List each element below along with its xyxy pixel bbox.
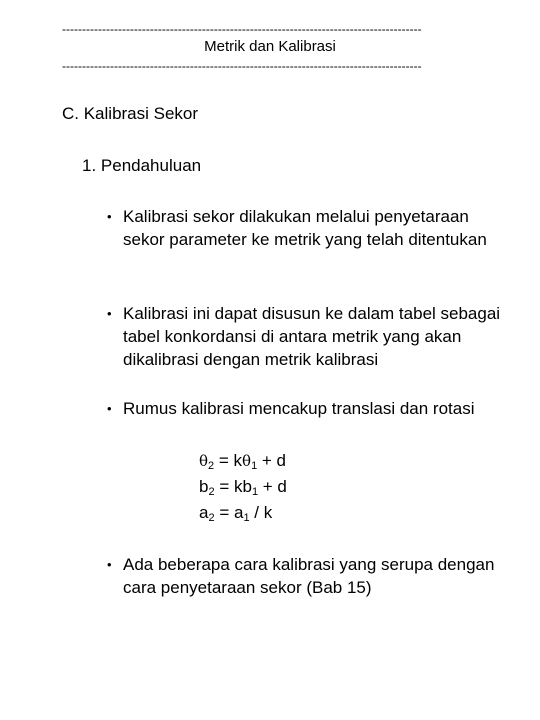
- subscript: 2: [208, 486, 215, 498]
- bullet-item: [107, 205, 507, 251]
- formula-part: = k: [214, 451, 243, 470]
- section-title: C. Kalibrasi Sekor: [62, 104, 199, 123]
- bullet-icon: •: [107, 306, 112, 321]
- bullet-text: Ada beberapa cara kalibrasi yang serupa dengan cara penyetaraan sekor (Bab 15): [123, 555, 495, 597]
- bullet-icon: •: [107, 209, 112, 224]
- subsection-title: 1. Pendahuluan: [82, 156, 202, 175]
- theta-symbol: θ: [199, 452, 209, 470]
- bullet-icon: •: [107, 557, 112, 572]
- subscript: 2: [208, 460, 215, 472]
- header-bottom-rule: ------------------------------------------------------------------------------------------: [62, 59, 422, 73]
- bullet-text: Kalibrasi sekor dilakukan melalui penyetaraan sekor parameter ke metrik yang telah ditentukan: [123, 207, 487, 249]
- formula-a: [199, 503, 272, 523]
- formula-part: + d: [257, 451, 287, 470]
- formula-part: / k: [249, 503, 273, 522]
- formula-part: a: [199, 503, 209, 522]
- formula-part: b: [199, 477, 209, 496]
- bullet-item: [107, 553, 507, 599]
- page-header-title: Metrik dan Kalibrasi: [204, 38, 336, 55]
- subscript: 1: [251, 460, 258, 472]
- bullet-item: [107, 397, 507, 420]
- formula-theta: [199, 451, 286, 471]
- formula-part: + d: [258, 477, 287, 496]
- theta-symbol: θ: [242, 452, 252, 470]
- bullet-text: Rumus kalibrasi mencakup translasi dan rotasi: [123, 399, 475, 418]
- header-top-rule: ------------------------------------------------------------------------------------------: [62, 22, 422, 36]
- bullet-icon: •: [107, 401, 112, 416]
- subscript: 1: [243, 512, 250, 524]
- subscript: 1: [251, 486, 259, 498]
- bullet-text: Kalibrasi ini dapat disusun ke dalam tabel sebagai tabel konkordansi di antara metrik yang akan dikalibrasi dengan metrik kalibrasi: [123, 304, 501, 369]
- subscript: 2: [208, 512, 215, 524]
- bullet-item: [107, 302, 507, 371]
- formula-part: = a: [214, 503, 244, 522]
- formula-part: = kb: [214, 477, 252, 496]
- formula-b: [199, 477, 287, 497]
